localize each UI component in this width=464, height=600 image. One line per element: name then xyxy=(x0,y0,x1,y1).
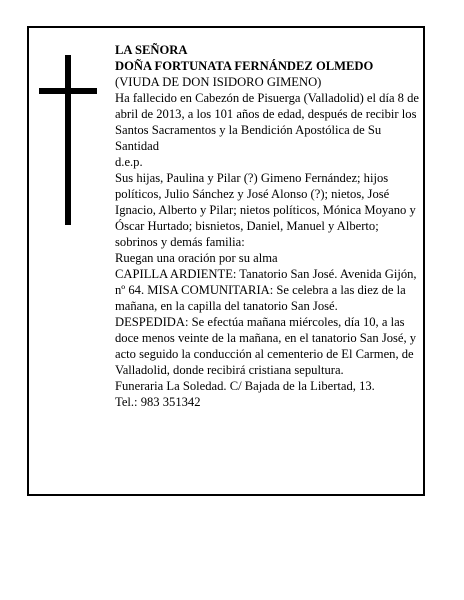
farewell-text: DESPEDIDA: Se efectúa mañana miércoles, día 10, a las doce menos veinte de la mañana, en el tanatorio San José, y acto seguido la conducción al cementerio de El Carmen, de Valladolid, donde recibirá cristiana sepultura. xyxy=(115,315,417,377)
funeral-home-text: Funeraria La Soledad. C/ Bajada de la Libertad, 13. xyxy=(115,379,375,393)
widow-line: (VIUDA DE DON ISIDORO GIMENO) xyxy=(115,75,322,89)
obituary-notice xyxy=(27,26,425,496)
death-text: Ha fallecido en Cabezón de Pisuerga (Valladolid) el día 8 de abril de 2013, a los 101 años de edad, después de recibir los Santos Sacramentos y la Bendición Apostólica de Su Santidad xyxy=(115,91,420,153)
cross-vertical-bar xyxy=(65,55,71,225)
chapel-text: CAPILLA ARDIENTE: Tanatorio San José. Avenida Gijón, nº 64. MISA COMUNITARIA: Se celebra a las diez de la mañana, en la capilla del tanatorio San José. xyxy=(115,267,417,313)
deceased-name: DOÑA FORTUNATA FERNÁNDEZ OLMEDO xyxy=(115,59,374,73)
family-text: Sus hijas, Paulina y Pilar (?) Gimeno Fernández; hijos políticos, Julio Sánchez y José Alonso (?); nietos, José Ignacio, Alberto y Pilar; nietos políticos, Mónica Moyano y Óscar Hurtado; bisnietos, Daniel, Manuel y Alberto; sobrinos y demás familia: xyxy=(115,171,416,249)
phone-text: Tel.: 983 351342 xyxy=(115,395,201,409)
prayer-text: Ruegan una oración por su alma xyxy=(115,251,278,265)
notice-title: LA SEÑORA xyxy=(115,43,188,57)
cross-icon xyxy=(39,55,99,225)
dep-text: d.e.p. xyxy=(115,155,143,169)
cross-horizontal-bar xyxy=(39,88,97,94)
obituary-text xyxy=(115,42,421,410)
